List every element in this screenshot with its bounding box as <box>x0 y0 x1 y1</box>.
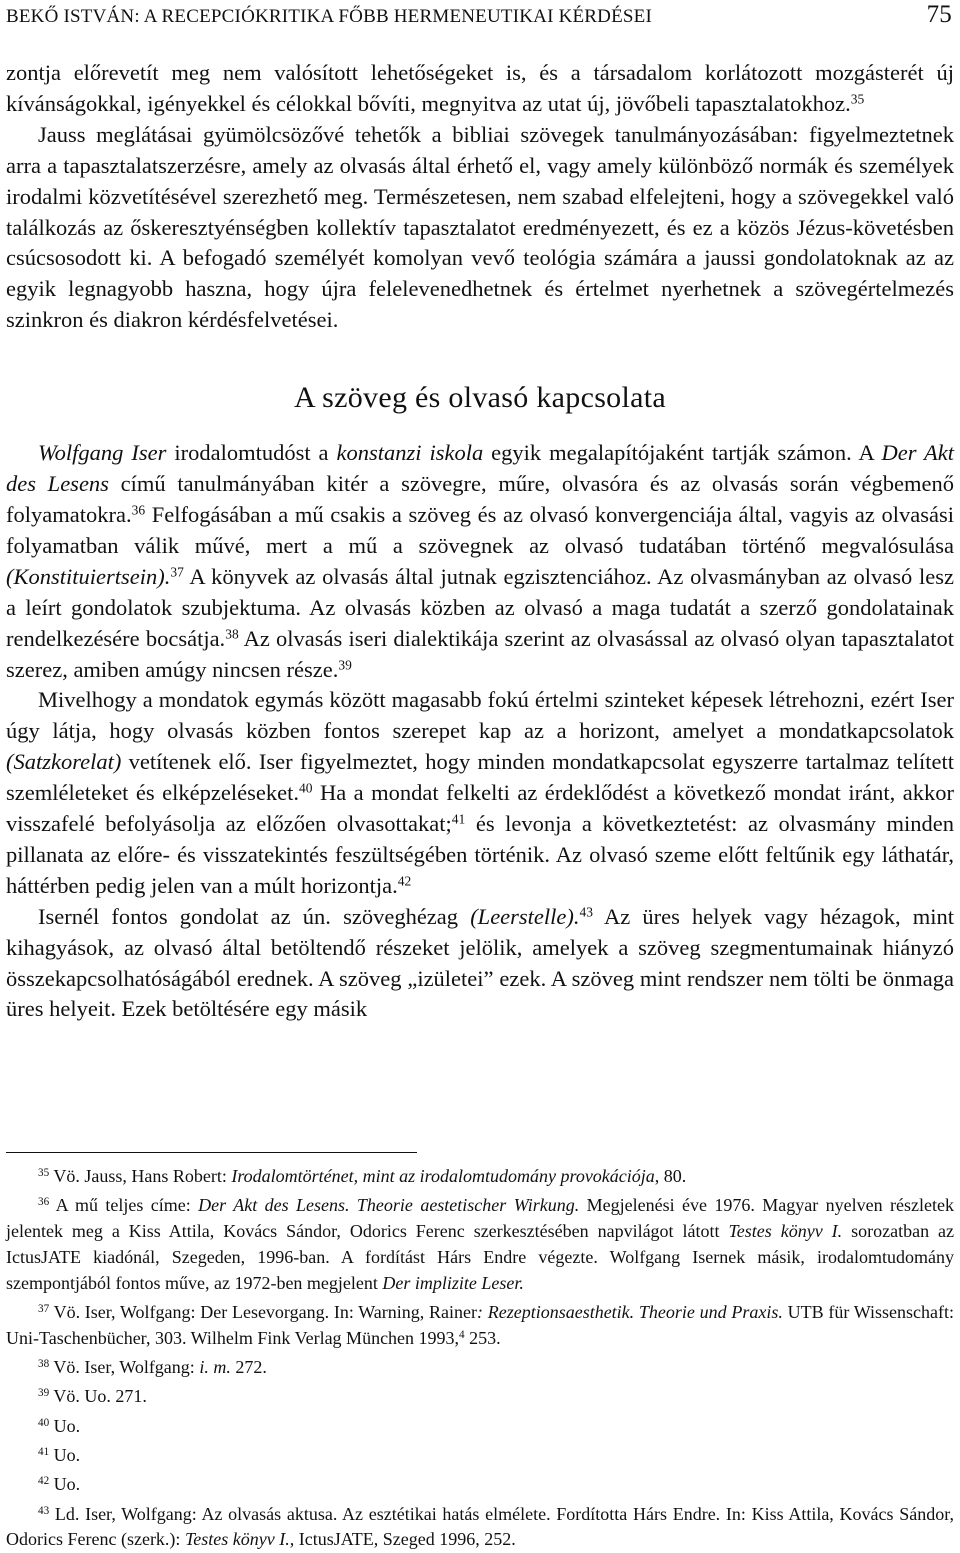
footnote-36 <box>6 1193 954 1296</box>
footnote-35 <box>6 1164 954 1190</box>
text-run: Isernél fontos gondolat az ún. szöveghézag <box>38 903 471 929</box>
text-run: vetítenek elő. Iser figyelmeztet, hogy minden mondatkapcsolat egyszerre tartalmaz telített szemléleteket és elképzeléseket. <box>6 749 954 806</box>
text-run: Felfogásában a mű csakis a szöveg és az olvasó konvergenciája által, vagyis az olvasási folyamatban válik művé, mert a mű a szövegnek az olvasó tudatában történő megvalósulása <box>6 501 954 558</box>
running-title: BEKŐ ISTVÁN: A RECEPCIÓKRITIKA FŐBB HERMENEUTIKAI KÉRDÉSEI <box>6 6 652 27</box>
footnote-38 <box>6 1355 954 1381</box>
footnote-43 <box>6 1502 954 1553</box>
text-run: A mű teljes címe: <box>49 1195 199 1216</box>
text-run: Mivelhogy a mondatok egymás között magasabb fokú értelmi szinteket képesek létrehozni, ezért Iser úgy látja, hogy olvasás közben fontos szerepet kap az a horizont, amelyet a mondatkapcsolatok <box>6 687 954 744</box>
cited-abbrev: i. m. <box>199 1357 231 1378</box>
footnote-ref-40[interactable]: 40 <box>298 780 313 796</box>
text-run: Ha a mondat felkelti az érdeklődést a következő mondat iránt, akkor visszafelé befolyásolja az előzően olvasottakat; <box>6 780 954 837</box>
text-run: Vö. Uo. 271. <box>49 1386 147 1407</box>
footnote-divider <box>6 1152 417 1153</box>
paragraph-2 <box>6 120 954 336</box>
paragraph-5 <box>6 902 954 1026</box>
text-run: Az olvasás iseri dialektikája szerint az olvasással az olvasó olyan tapasztalatot szerez, amiben amúgy nincsen része. <box>6 625 954 682</box>
text-run: A könyvek az olvasás által jutnak egzisztenciához. Az olvasmányban az olvasó lesz a leírt gondolatok szubjektuma. Az olvasás közben az olvasó a maga tudatát a szerző gondolatainak rendelkezésére bocsátja. <box>6 563 954 651</box>
text-run: Uo. <box>49 1474 81 1495</box>
text-run: Vö. Iser, Wolfgang: Der Lesevorgang. In: Warning, Rainer <box>49 1301 477 1322</box>
paragraph-4 <box>6 685 954 901</box>
footnote-number: 42 <box>38 1475 50 1488</box>
footnote-40 <box>6 1414 954 1440</box>
running-header <box>6 2 954 32</box>
cited-title: : Rezeptionsaesthetik. Theorie und Praxis. <box>476 1301 783 1322</box>
edition-number: 4 <box>459 1328 465 1341</box>
main-text <box>6 58 954 1025</box>
footnote-39 <box>6 1384 954 1410</box>
cited-series: Testes könyv I. <box>728 1221 843 1242</box>
footnote-number: 40 <box>38 1416 50 1429</box>
footnote-ref-35[interactable]: 35 <box>850 91 865 107</box>
footnote-number: 38 <box>38 1357 50 1370</box>
author-name: Wolfgang Iser <box>38 440 167 466</box>
text-run: Az üres helyek vagy hézagok, mint kihagyások, az olvasó által betöltendő részeket jelölik, amelyek a szöveg szegmentumainak hiányzó összekapcsolhatóságából erednek. A szöveg „izületei” ezek. A szöveg mint rendszer nem tölti be önmaga üres helyeit. Ezek betöltésére egy másik <box>6 903 954 1022</box>
text-run: Ld. Iser, Wolfgang: Az olvasás aktusa. Az esztétikai hatás elmélete. Fordította Hárs Endre. In: Kiss Attila, Kovács Sándor, Odorics Ferenc (szerk.): <box>6 1503 954 1550</box>
footnote-ref-36[interactable]: 36 <box>131 502 146 518</box>
footnote-ref-38[interactable]: 38 <box>225 626 239 642</box>
text-run: 253. <box>464 1327 501 1348</box>
text-run: Uo. <box>49 1444 81 1465</box>
paragraph-1 <box>6 58 954 120</box>
text-run: és levonja a következtetést: az olvasmány minden pillanata az előre- és visszatekintés feszültségében történik. Az olvasó szeme előtt feltűnik egy láthatár, háttérben pedig jelen van a múlt horizontja. <box>6 811 955 898</box>
footnotes <box>6 1164 954 1553</box>
text-run: Megjelenési éve 1976. Magyar nyelven részletek jelentek meg a Kiss Attila, Kovács Sándor, Odorics Ferenc szerkesztésében napvilágot látott <box>6 1195 954 1242</box>
text-run: 272. <box>230 1357 267 1378</box>
text-run: című tanulmányában kitér a szövegre, műre, olvasóra és az olvasás során végbemenő folyamatokra. <box>6 471 954 527</box>
footnote-number: 41 <box>38 1445 50 1458</box>
school-name: konstanzi iskola <box>336 440 484 466</box>
work-title: Der Akt des Lesens <box>6 440 955 497</box>
cited-title: Irodalomtörténet, mint az irodalomtudomány provokációja <box>231 1166 655 1186</box>
footnote-ref-43[interactable]: 43 <box>579 904 594 920</box>
text-run: Vö. Jauss, Hans Robert: <box>49 1166 232 1186</box>
text-run: egyik megalapítójaként tartják számon. A <box>483 440 882 466</box>
footnote-37 <box>6 1300 954 1352</box>
term-konstituiertsein: (Konstituiertsein). <box>6 563 171 589</box>
footnote-41 <box>6 1443 954 1469</box>
term-satzkorelat: (Satzkorelat) <box>6 749 122 775</box>
text-run: UTB für Wissenschaft: Uni-Taschenbücher, 303. Wilhelm Fink Verlag München 1993, <box>6 1301 954 1348</box>
paragraph-2-text: Jauss meglátásai gyümölcsözővé tehetők a bibliai szövegek tanulmányozásában: figyelmeztetnek arra a tapasztalatszerzésre, amely az olvasás által érhető el, vagy amely különböző normák és személyek irodalmi közvetítésével szerezhető meg. Természetesen, nem szabad elfelejteni, hogy a szövegekkel való találkozás az őskeresztyénségben kollektív tapasztalatot eredményezett, és ez a közös Jézus-követésben csúcsosodott ki. A befogadó személyét komolyan vevő teológia számára a jaussi gondolatoknak az az egyik legnagyobb haszna, hogy újra felelevenedhetnek és értelmet nyerhetnek a szövegértelmezés szinkron és diakron kérdésfelvetései. <box>6 121 954 333</box>
footnote-42 <box>6 1472 954 1498</box>
paragraph-3 <box>6 438 954 685</box>
footnote-ref-37[interactable]: 37 <box>170 564 184 580</box>
page-number: 75 <box>926 1 952 28</box>
text-run: Uo. <box>49 1415 81 1436</box>
section-title: A szöveg és olvasó kapcsolata <box>294 381 666 415</box>
cited-title: Der Akt des Lesens. Theorie aestetischer Wirkung. <box>198 1195 580 1216</box>
paragraph-1-text: zontja előrevetít meg nem valósított lehetőségeket is, és a társadalom korlátozott mozgásterét új kívánságokkal, igényekkel és célokkal bővíti, megnyitva az utat új, jövőbeli tapasztalatokhoz. <box>6 60 954 116</box>
text-run: , IctusJATE, Szeged 1996, 252. <box>289 1529 516 1550</box>
text-run: Vö. Iser, Wolfgang: <box>49 1357 200 1378</box>
footnote-number: 43 <box>38 1504 50 1517</box>
footnote-number: 37 <box>38 1302 50 1315</box>
footnote-number: 36 <box>38 1196 50 1209</box>
footnote-number: 39 <box>38 1387 50 1400</box>
footnote-ref-41[interactable]: 41 <box>451 811 466 827</box>
footnote-ref-39[interactable]: 39 <box>338 657 352 673</box>
cited-title: Der implizite Leser. <box>382 1272 524 1293</box>
text-run: irodalomtudóst a <box>166 440 337 466</box>
text-run: , 80. <box>654 1166 687 1186</box>
footnote-number: 35 <box>38 1166 50 1179</box>
footnote-ref-42[interactable]: 42 <box>397 873 412 889</box>
term-leerstelle: (Leerstelle). <box>470 903 580 929</box>
cited-title: Testes könyv I. <box>184 1529 290 1550</box>
text-run: sorozatban az IctusJATE kiadónál, Szegeden, 1996-ban. A fordítást Hárs Endre végezte. Wolfgang Isernek másik, irodalomtudomány szempontjából fontos műve, az 1972-ben megjelent <box>6 1221 954 1293</box>
